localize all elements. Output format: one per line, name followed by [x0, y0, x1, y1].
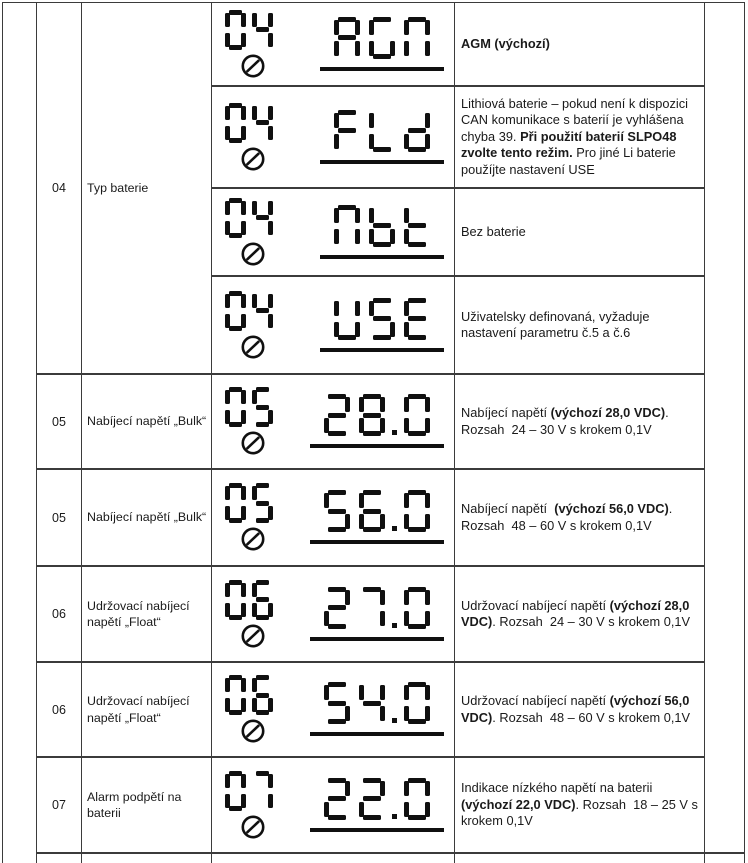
lcd-seg-char: [324, 587, 350, 629]
description-text: Bez baterie: [461, 223, 526, 239]
lcd-seg-char: [324, 490, 350, 532]
lcd-seg-char: [225, 198, 246, 238]
description-text: Udržovací nabíjecí napětí (výchozí 56,0 VDC). Rozsah 48 – 60 V s krokem 0,1V: [461, 693, 693, 725]
partial-next-row-cell: [212, 854, 455, 863]
lcd-digits: [225, 103, 273, 143]
lcd-underline: [320, 348, 444, 352]
lcd-display: [212, 10, 454, 79]
clock-dial-icon: [240, 334, 266, 360]
lcd-seg-char: [252, 387, 273, 427]
lcd-decimal-point: [392, 430, 397, 435]
lcd-parameter-value: [324, 394, 430, 448]
description-cell: [455, 189, 705, 277]
lcd-seg-char: [225, 291, 246, 331]
lcd-display-cell: [212, 3, 455, 87]
description-text: AGM (výchozí): [461, 35, 550, 51]
settings-table: [2, 2, 745, 863]
lcd-seg-char: [404, 394, 430, 436]
lcd-decimal-point: [392, 526, 397, 531]
lcd-seg-char: [225, 387, 246, 427]
lcd-seg-char: [252, 198, 273, 238]
lcd-seg-char: [225, 483, 246, 523]
lcd-underline: [310, 732, 444, 736]
lcd-underline: [320, 67, 444, 71]
lcd-digits: [225, 291, 273, 331]
clock-dial-icon: [240, 53, 266, 79]
lcd-seg-char: [404, 778, 430, 820]
lcd-seg-char: [225, 103, 246, 143]
description-cell: [455, 277, 705, 375]
lcd-display: [212, 483, 454, 552]
lcd-seg-char: [252, 291, 273, 331]
lcd-display: [212, 198, 454, 267]
lcd-seg-char: [334, 205, 360, 247]
lcd-seg-char: [359, 394, 385, 436]
clock-dial-icon: [240, 430, 266, 456]
lcd-decimal-point: [392, 623, 397, 628]
lcd-display-cell: [212, 470, 455, 567]
setting-name-cell: [82, 3, 212, 375]
lcd-seg-char: [404, 110, 430, 152]
description-cell: [455, 567, 705, 663]
description-text: Uživatelsky definovaná, vyžaduje nastavení parametru č.5 a č.6: [461, 308, 654, 340]
setting-name: Nabíjecí napětí „Bulk“: [87, 510, 207, 525]
lcd-digits: [225, 10, 273, 50]
description-text: Udržovací nabíjecí napětí (výchozí 28,0 VDC). Rozsah 24 – 30 V s krokem 0,1V: [461, 597, 693, 629]
lcd-display: [212, 580, 454, 649]
clock-dial-icon: [240, 718, 266, 744]
lcd-parameter-value: [324, 778, 430, 832]
setting-code: 04: [52, 181, 66, 195]
lcd-seg-char: [369, 17, 395, 59]
lcd-seg-char: [225, 10, 246, 50]
lcd-display-cell: [212, 87, 455, 189]
lcd-display: [212, 387, 454, 456]
lcd-underline: [310, 540, 444, 544]
lcd-parameter-number: [225, 10, 273, 79]
description-cell: [455, 87, 705, 189]
lcd-seg-char: [225, 675, 246, 715]
lcd-value: [324, 778, 430, 820]
lcd-underline: [310, 637, 444, 641]
lcd-seg-char: [252, 10, 273, 50]
lcd-seg-char: [324, 394, 350, 436]
lcd-display: [212, 103, 454, 172]
lcd-digits: [225, 198, 273, 238]
lcd-seg-char: [334, 110, 360, 152]
description-cell: [455, 663, 705, 758]
lcd-parameter-number: [225, 483, 273, 552]
lcd-seg-char: [252, 675, 273, 715]
lcd-parameter-number: [225, 198, 273, 267]
lcd-parameter-number: [225, 771, 273, 840]
lcd-parameter-value: [324, 682, 430, 736]
lcd-parameter-value: [324, 490, 430, 544]
setting-name: Udržovací nabíjecí napětí „Float“: [87, 598, 190, 629]
lcd-display-cell: [212, 277, 455, 375]
setting-name: Typ baterie: [87, 180, 149, 195]
setting-name-cell: [82, 663, 212, 758]
description-text: Indikace nízkého napětí na baterii (výchozí 22,0 VDC). Rozsah 18 – 25 V s krokem 0,1V: [461, 780, 702, 829]
lcd-parameter-value: [334, 205, 430, 259]
lcd-decimal-point: [392, 814, 397, 819]
table-left-margin-column: [3, 3, 37, 863]
lcd-parameter-value: [324, 587, 430, 641]
lcd-display: [212, 291, 454, 360]
clock-dial-icon: [240, 526, 266, 552]
lcd-value: [324, 394, 430, 436]
setting-code-cell: [37, 567, 82, 663]
setting-code-cell: [37, 375, 82, 470]
lcd-value: [334, 298, 430, 340]
lcd-seg-char: [369, 205, 395, 247]
lcd-parameter-value: [334, 17, 430, 71]
lcd-decimal-point: [392, 718, 397, 723]
setting-code-cell: [37, 470, 82, 567]
lcd-display-cell: [212, 663, 455, 758]
setting-code-cell: [37, 758, 82, 854]
lcd-display: [212, 675, 454, 744]
lcd-digits: [225, 580, 273, 620]
table-right-margin-column: [705, 3, 745, 854]
lcd-value: [324, 587, 430, 629]
setting-code: 05: [52, 414, 66, 429]
lcd-seg-char: [225, 771, 246, 811]
lcd-seg-char: [324, 682, 350, 724]
lcd-seg-char: [252, 771, 273, 811]
lcd-seg-char: [252, 483, 273, 523]
lcd-parameter-value: [334, 110, 430, 164]
lcd-digits: [225, 387, 273, 427]
lcd-seg-char: [369, 298, 395, 340]
lcd-digits: [225, 483, 273, 523]
lcd-seg-char: [324, 778, 350, 820]
lcd-seg-char: [252, 580, 273, 620]
clock-dial-icon: [240, 146, 266, 172]
setting-name-cell: [82, 758, 212, 854]
lcd-underline: [310, 444, 444, 448]
lcd-display-cell: [212, 758, 455, 854]
setting-name: Alarm podpětí na baterii: [87, 789, 182, 820]
lcd-display-cell: [212, 567, 455, 663]
description-cell: [455, 3, 705, 87]
lcd-display-cell: [212, 375, 455, 470]
lcd-digits: [225, 675, 273, 715]
lcd-value: [324, 490, 430, 532]
lcd-seg-char: [404, 587, 430, 629]
setting-name-cell: [82, 470, 212, 567]
description-text: Nabíjecí napětí (výchozí 28,0 VDC). Rozsah 24 – 30 V s krokem 0,1V: [461, 405, 673, 437]
partial-next-row-cell: [37, 854, 82, 863]
lcd-parameter-value: [334, 298, 430, 352]
partial-next-row-cell: [705, 854, 745, 863]
lcd-seg-char: [359, 778, 385, 820]
lcd-value: [324, 682, 430, 724]
clock-dial-icon: [240, 814, 266, 840]
lcd-seg-char: [334, 17, 360, 59]
setting-name: Udržovací nabíjecí napětí „Float“: [87, 694, 190, 725]
lcd-parameter-number: [225, 387, 273, 456]
description-cell: [455, 758, 705, 854]
lcd-seg-char: [369, 110, 395, 152]
setting-code: 05: [52, 510, 66, 525]
lcd-display-cell: [212, 189, 455, 277]
lcd-digits: [225, 771, 273, 811]
setting-name-cell: [82, 375, 212, 470]
setting-code: 06: [52, 607, 66, 621]
lcd-seg-char: [359, 682, 385, 724]
lcd-underline: [320, 255, 444, 259]
lcd-seg-char: [359, 587, 385, 629]
lcd-seg-char: [252, 103, 273, 143]
clock-dial-icon: [240, 623, 266, 649]
description-cell: [455, 375, 705, 470]
lcd-underline: [310, 828, 444, 832]
lcd-value: [334, 110, 430, 152]
lcd-seg-char: [225, 580, 246, 620]
lcd-display: [212, 771, 454, 840]
partial-next-row-cell: [82, 854, 212, 863]
lcd-seg-char: [404, 17, 430, 59]
lcd-value: [334, 17, 430, 59]
lcd-value: [334, 205, 430, 247]
setting-name-cell: [82, 567, 212, 663]
lcd-seg-char: [404, 298, 430, 340]
clock-dial-icon: [240, 241, 266, 267]
lcd-parameter-number: [225, 291, 273, 360]
setting-code: 06: [52, 702, 66, 717]
setting-code-cell: [37, 3, 82, 375]
setting-code: 07: [52, 798, 66, 812]
lcd-underline: [320, 160, 444, 164]
lcd-seg-char: [404, 205, 430, 247]
lcd-parameter-number: [225, 675, 273, 744]
setting-code-cell: [37, 663, 82, 758]
partial-next-row-cell: [455, 854, 705, 863]
description-text: Lithiová baterie – pokud není k dispozici CAN komunikace s baterií je vyhlášena chyba 39. Při použití baterií SLPO48 zvolte tento režim. Pro jiné Li baterie použíjte nastavení USE: [461, 95, 692, 177]
lcd-seg-char: [359, 490, 385, 532]
lcd-seg-char: [404, 682, 430, 724]
setting-name: Nabíjecí napětí „Bulk“: [87, 414, 207, 429]
description-text: Nabíjecí napětí (výchozí 56,0 VDC). Rozsah 48 – 60 V s krokem 0,1V: [461, 501, 676, 533]
description-cell: [455, 470, 705, 567]
lcd-seg-char: [404, 490, 430, 532]
lcd-seg-char: [334, 298, 360, 340]
lcd-parameter-number: [225, 103, 273, 172]
lcd-parameter-number: [225, 580, 273, 649]
